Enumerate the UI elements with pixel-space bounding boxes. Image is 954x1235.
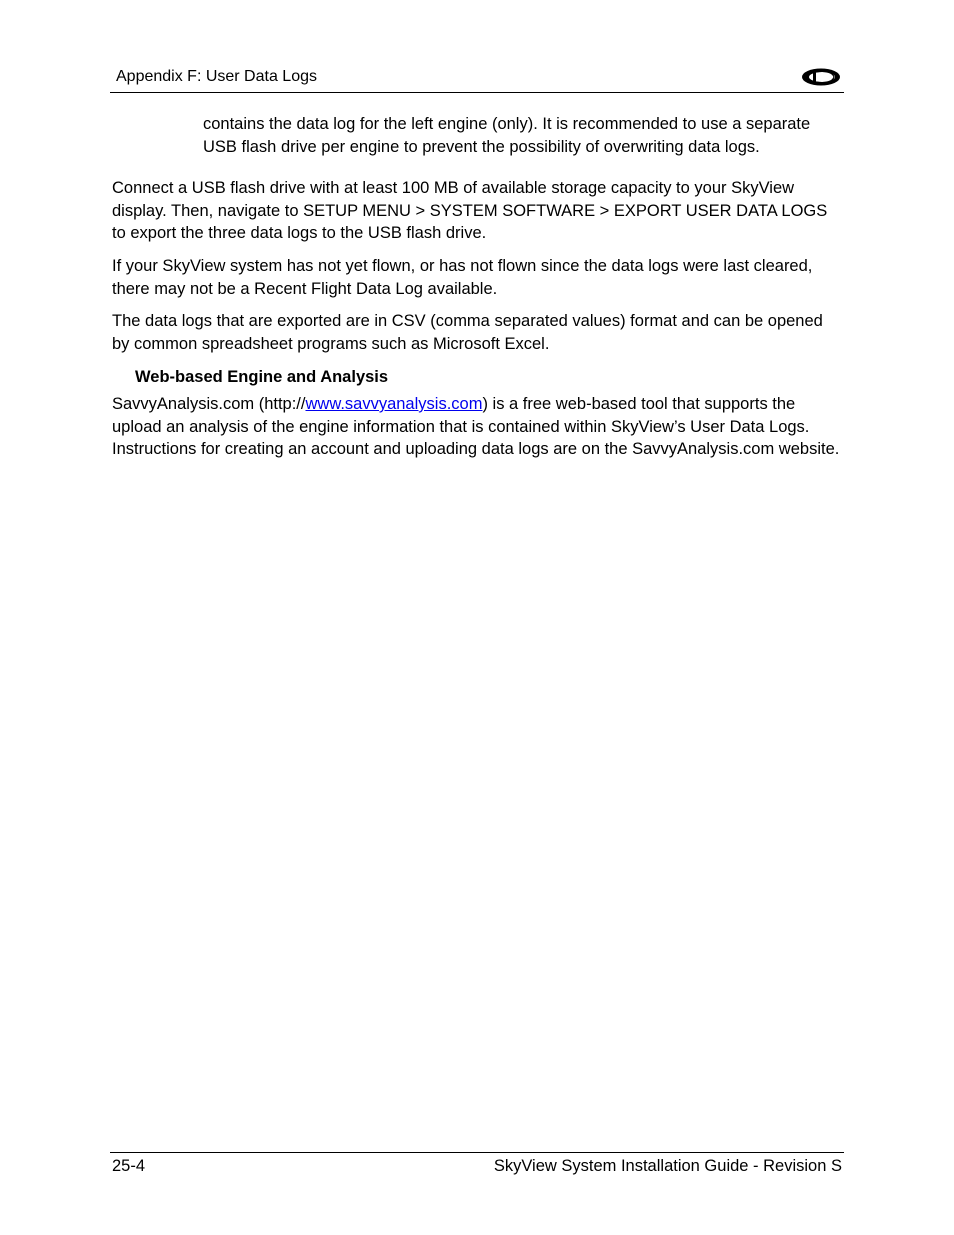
page-footer [110, 1152, 844, 1175]
page-header [110, 64, 844, 93]
section-heading: Web-based Engine and Analysis [135, 368, 389, 387]
connect-usb-paragraph: Connect a USB flash drive with at least 100 MB of available storage capacity to your SkyView display. Then, navigate to SETUP MENU > SYSTEM SOFTWARE > EXPORT USER DATA LOGS to export the three data logs to the USB flash drive. [112, 179, 828, 243]
dynon-logo-icon [800, 66, 842, 88]
continuation-paragraph: contains the data log for the left engine (only). It is recommended to use a separate USB flash drive per engine to prevent the possibility of overwriting data logs. [203, 115, 811, 156]
savvy-analysis-paragraph [112, 393, 842, 461]
csv-format-paragraph: The data logs that are exported are in CSV (comma separated values) format and can be opened by common spreadsheet programs such as Microsoft Excel. [112, 312, 823, 353]
savvy-suffix-text: ) is a free web-based tool that supports the upload an analysis of the engine information that is contained within SkyView’s User Data Logs. Instructions for creating an account and uploading data logs are on the SavvyAnalysis.com website. [112, 394, 840, 459]
page-number: 25-4 [112, 1157, 146, 1175]
page-content [112, 113, 842, 471]
not-flown-paragraph: If your SkyView system has not yet flown, or has not flown since the data logs were last cleared, there may not be a Recent Flight Data Log available. [112, 256, 813, 298]
savvy-analysis-link[interactable]: www.savvyanalysis.com [305, 394, 483, 413]
document-title: SkyView System Installation Guide - Revision S [493, 1157, 842, 1175]
header-title: Appendix F: User Data Logs [116, 68, 317, 85]
savvy-prefix-text: SavvyAnalysis.com (http:// [112, 394, 306, 413]
